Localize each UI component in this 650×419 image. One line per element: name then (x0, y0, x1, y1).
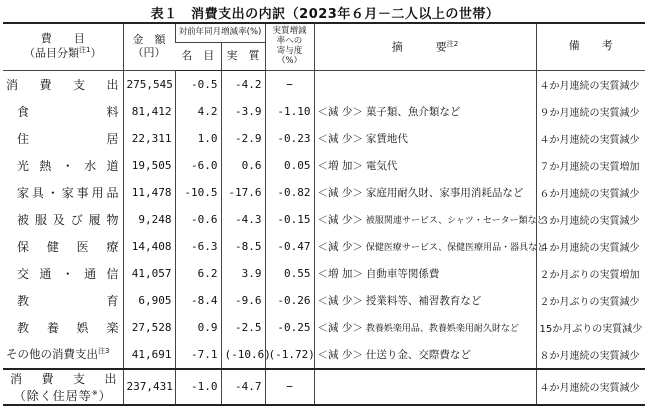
row-nominal: 4.2 (175, 98, 221, 125)
header-nominal: 名 目 (175, 42, 221, 70)
row-amount: 237,431 (123, 369, 175, 405)
row-real: -4.2 (221, 70, 265, 98)
row-remark: ４か月連続の実質減少 (536, 369, 645, 405)
table-row (3, 152, 645, 179)
summary-text: 仕送り金、交際費など (365, 348, 471, 361)
table-row (3, 125, 645, 152)
row-nominal: -0.6 (175, 206, 221, 233)
change-tag: ＜減 少＞ (317, 132, 363, 145)
row-summary (314, 233, 547, 260)
row-name: その他の消費支出$^{注3}$ (3, 341, 123, 369)
row-real: -4.7 (221, 369, 265, 405)
row-nominal: 6.2 (175, 260, 221, 287)
row-nominal: -0.5 (175, 70, 221, 98)
row-real: 0.6 (221, 152, 265, 179)
row-real: -3.9 (221, 98, 265, 125)
row-name: 食料 (17, 104, 120, 119)
row-name: 交通・通信 (17, 266, 120, 281)
header-item (3, 23, 123, 70)
row-nominal: -6.0 (175, 152, 221, 179)
row-summary (314, 369, 536, 405)
header-amount-label: 金 額 (132, 33, 166, 47)
row-nominal: -6.3 (175, 233, 221, 260)
row-remark: ４か月連続の実質減少 (536, 125, 645, 152)
header-amount-unit: （円） (132, 45, 166, 59)
row-amount: 11,478 (123, 179, 175, 206)
row-name: 被服及び履物 (17, 212, 120, 227)
row-nominal: -8.4 (175, 287, 221, 314)
row-contribution: (-1.72) (265, 341, 314, 369)
table-row (3, 179, 645, 206)
row-summary (314, 260, 536, 287)
row-amount: 6,905 (123, 287, 175, 314)
row-amount: 22,311 (123, 125, 175, 152)
row-real: -9.6 (221, 287, 265, 314)
change-tag: ＜減 少＞ (317, 186, 363, 199)
row-real: -4.3 (221, 206, 265, 233)
row-summary (314, 287, 536, 314)
row-real: -2.9 (221, 125, 265, 152)
row-summary (314, 125, 536, 152)
row-real: -2.5 (221, 314, 265, 341)
table-title: 表１ 消費支出の内訳（2023年６月－二人以上の世帯） (150, 7, 500, 22)
summary-text: 電気代 (365, 159, 398, 172)
row-remark: ２か月ぶりの実質増加 (536, 260, 645, 287)
row-amount: 27,528 (123, 314, 175, 341)
row-real: -8.5 (221, 233, 265, 260)
summary-text: 授業料等、補習教育など (365, 294, 482, 307)
header-contribution: 実質増減 率への 寄与度 （%） (265, 23, 314, 70)
row-amount: 275,545 (123, 70, 175, 98)
row-real: (-10.6) (221, 341, 265, 369)
header-yoy: 対前年同月増減率(%) (175, 23, 265, 42)
row-summary (314, 152, 536, 179)
row-nominal: 0.9 (175, 314, 221, 341)
row-real: -17.6 (221, 179, 265, 206)
row-contribution: -0.82 (265, 179, 314, 206)
row-nominal: -1.0 (175, 369, 221, 405)
row-amount: 41,691 (123, 341, 175, 369)
row-contribution: -0.47 (265, 233, 314, 260)
row-amount: 9,248 (123, 206, 175, 233)
summary-text: 保健医療サービス、保健医療用品・器具など (365, 242, 547, 253)
row-remark: ４か月連続の実質減少 (536, 70, 645, 98)
change-tag: ＜減 少＞ (317, 294, 363, 307)
row-summary (314, 206, 546, 233)
row-contribution: -1.10 (265, 98, 314, 125)
row-contribution: 0.55 (265, 260, 314, 287)
table-row (3, 260, 645, 287)
row-amount: 14,408 (123, 233, 175, 260)
row-remark: ４か月連続の実質減少 (536, 233, 645, 260)
row-summary (314, 98, 536, 125)
row-amount: 41,057 (123, 260, 175, 287)
row-name: 教育 (17, 293, 120, 308)
row-remark: 15か月ぶりの実質減少 (536, 314, 645, 341)
change-tag: ＜増 加＞ (317, 159, 363, 172)
row-summary (314, 314, 536, 341)
change-tag: ＜減 少＞ (317, 213, 363, 226)
row-contribution: − (265, 369, 314, 405)
change-tag: ＜減 少＞ (317, 321, 363, 334)
table-row (3, 314, 645, 341)
summary-text: 菓子類、魚介類など (365, 105, 461, 118)
row-remark: ８か月連続の実質減少 (536, 341, 645, 369)
table-row (3, 341, 645, 369)
row-name: 保健医療 (17, 239, 120, 254)
row-nominal: -10.5 (175, 179, 221, 206)
table-row (3, 233, 645, 260)
row-summary (314, 70, 536, 98)
row-remark: ２か月ぶりの実質減少 (536, 287, 645, 314)
header-real: 実 質 (221, 42, 265, 70)
row-name: 教養娯楽 (17, 320, 120, 335)
header-item-label: 費 目 (40, 32, 85, 46)
header-remark: 備 考 (536, 23, 645, 70)
row-real: 3.9 (221, 260, 265, 287)
summary-text: 家賃地代 (365, 132, 408, 145)
header-summary: 摘 要$^{注2}$ (314, 23, 536, 70)
row-nominal: 1.0 (175, 125, 221, 152)
header-amount (123, 23, 175, 70)
row-contribution: − (265, 70, 314, 98)
row-remark: ６か月連続の実質減少 (536, 179, 645, 206)
change-tag: ＜減 少＞ (317, 348, 363, 361)
change-tag: ＜増 加＞ (317, 267, 363, 280)
row-contribution: -0.26 (265, 287, 314, 314)
row-name: 住居 (17, 131, 120, 146)
row-amount: 19,505 (123, 152, 175, 179)
table-row (3, 98, 645, 125)
row-contribution: -0.25 (265, 314, 314, 341)
summary-text: 被服関連サービス、シャツ・セーター類など (365, 215, 546, 226)
excluding-housing-row (3, 369, 645, 405)
header-item-sub: （品目分類$^{注1}$） (24, 45, 102, 60)
table-row (3, 287, 645, 314)
row-remark: ９か月連続の実質減少 (536, 98, 645, 125)
change-tag: ＜減 少＞ (317, 105, 363, 118)
row-name: 消費支出 (6, 77, 120, 92)
row-name: 光熱・水道 (17, 158, 120, 173)
row-summary (314, 341, 536, 369)
row-remark: ３か月連続の実質減少 (536, 206, 645, 233)
summary-text: 自動車等関係費 (365, 267, 440, 280)
row-contribution: -0.23 (265, 125, 314, 152)
row-nominal: -7.1 (175, 341, 221, 369)
row-name: 家具・家事用品 (17, 185, 120, 200)
row-name: 消費支出 （除く住居等※） (3, 369, 123, 405)
summary-text: 教養娯楽用品、教養娯楽用耐久財など (365, 323, 519, 334)
row-contribution: -0.15 (265, 206, 314, 233)
row-remark: ７か月連続の実質増加 (536, 152, 645, 179)
summary-text: 家庭用耐久財、家事用消耗品など (365, 186, 524, 199)
table-row (3, 70, 645, 98)
row-amount: 81,412 (123, 98, 175, 125)
row-summary (314, 179, 536, 206)
table-row (3, 206, 645, 233)
change-tag: ＜減 少＞ (317, 240, 363, 253)
row-contribution: 0.05 (265, 152, 314, 179)
expenditure-table (3, 22, 645, 406)
